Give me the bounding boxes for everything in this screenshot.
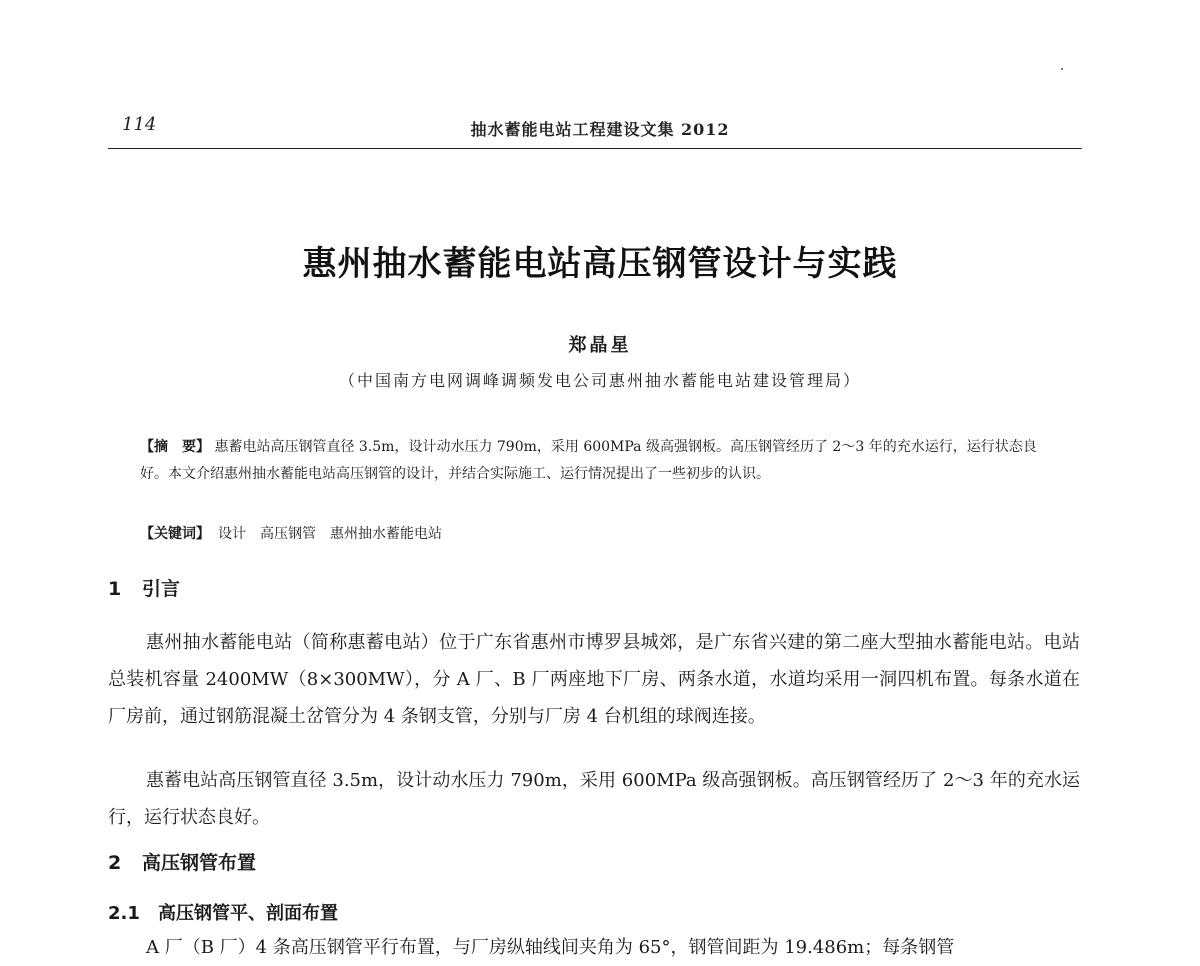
- section-title: 引言: [142, 578, 181, 600]
- abstract: [140, 434, 1060, 488]
- section-number: 1: [108, 578, 122, 600]
- paper-title: 惠州抽水蓄能电站高压钢管设计与实践: [302, 244, 898, 284]
- body-paragraph: 惠州抽水蓄能电站（简称惠蓄电站）位于广东省惠州市博罗县城郊，是广东省兴建的第二座大型抽水蓄能电站。电站总装机容量 2400MW（8×300MW），分 A 厂、B 厂两座地下厂房、两条水道，水道均采用一洞四机布置。每条水道在厂房前，通过钢筋混凝土岔管分为 4 条钢支管，分别与厂房 4 台机组的球阀连接。: [108, 632, 1080, 727]
- section-heading-introduction: [108, 574, 180, 601]
- header-rule: [108, 148, 1082, 149]
- abstract-label: 【摘 要】: [140, 439, 210, 455]
- section-heading-penstock-layout: [108, 848, 256, 875]
- keywords: [140, 521, 1060, 548]
- subsection-title: 高压钢管平、剖面布置: [158, 903, 338, 924]
- page-number: 114: [122, 114, 157, 135]
- subsection-heading: [108, 899, 338, 925]
- keywords-label: 【关键词】: [140, 526, 210, 542]
- body-paragraph: 惠蓄电站高压钢管直径 3.5m，设计动水压力 790m，采用 600MPa 级高强钢板。高压钢管经历了 2～3 年的充水运行，运行状态良好。: [108, 770, 1080, 828]
- running-header-title: 抽水蓄能电站工程建设文集 2012: [470, 120, 730, 139]
- subsection-number: 2.1: [108, 903, 140, 924]
- section-number: 2: [108, 852, 122, 874]
- keyword: 高压钢管: [260, 526, 316, 542]
- section-title: 高压钢管布置: [142, 852, 257, 874]
- corner-dot: [1061, 68, 1063, 70]
- keyword: 设计: [218, 526, 246, 542]
- author-affiliation: （中国南方电网调峰调频发电公司惠州抽水蓄能电站建设管理局）: [338, 371, 861, 390]
- body-paragraph: A 厂（B 厂）4 条高压钢管平行布置，与厂房纵轴线间夹角为 65°，钢管间距为 19.486m；每条钢管: [146, 937, 955, 958]
- author-name: 郑晶星: [568, 335, 632, 356]
- keyword: 惠州抽水蓄能电站: [330, 526, 442, 542]
- abstract-text: 惠蓄电站高压钢管直径 3.5m，设计动水压力 790m，采用 600MPa 级高强钢板。高压钢管经历了 2～3 年的充水运行，运行状态良好。本文介绍惠州抽水蓄能电站高压钢管的设计，并结合实际施工、运行情况提出了一些初步的认识。: [140, 439, 1037, 482]
